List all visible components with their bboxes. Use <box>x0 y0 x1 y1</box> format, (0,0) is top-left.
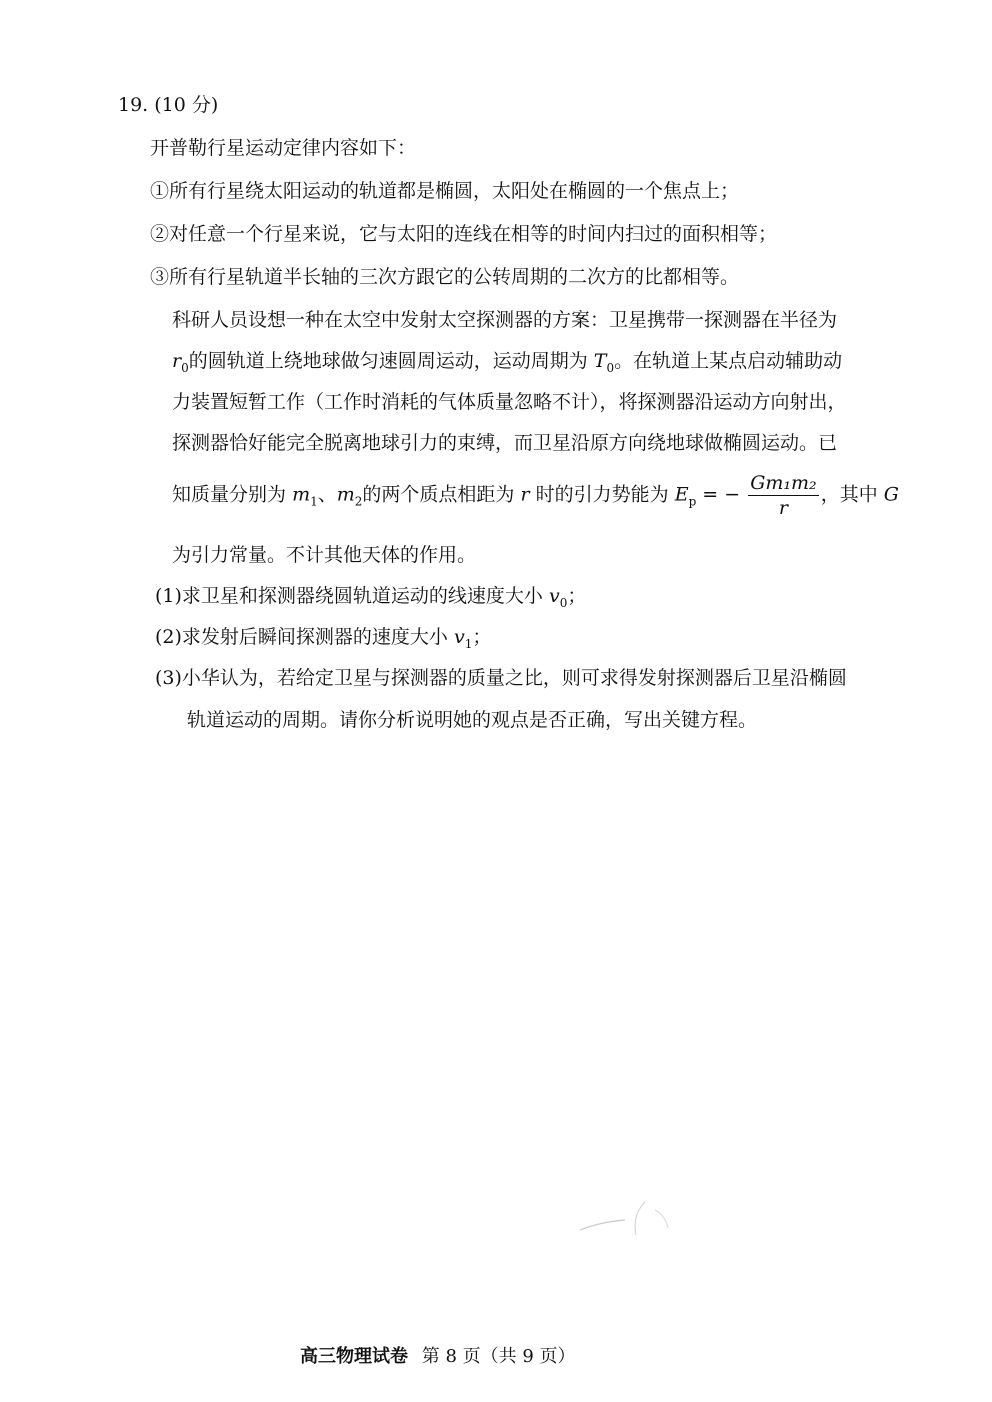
part-2 <box>155 622 491 651</box>
var-m1: m <box>292 483 311 506</box>
part-1-text: (1)求卫星和探测器绕圆轨道运动的线速度大小 <box>155 585 543 607</box>
scenario-line-2 <box>172 346 842 375</box>
var-E: E <box>674 483 689 506</box>
sub-p: p <box>688 494 697 509</box>
var-r: r <box>172 350 182 372</box>
footer-title: 高三物理试卷 <box>300 1346 408 1367</box>
text-b: 的两个质点相距为 <box>362 483 515 506</box>
equals-minus: = − <box>702 483 741 506</box>
var-r2: r <box>520 483 530 506</box>
sub-1: 1 <box>310 494 318 509</box>
sub-v0: 0 <box>559 595 568 610</box>
scenario-line-1: 科研人员设想一种在太空中发射太空探测器的方案：卫星携带一探测器在半径为 <box>172 309 838 331</box>
part-3-line-1: (3)小华认为，若给定卫星与探测器的质量之比，则可求得发射探测器后卫星沿椭圆 <box>155 667 847 689</box>
sep: 、 <box>317 483 337 506</box>
sub-0-T: 0 <box>606 360 615 375</box>
sub-0: 0 <box>181 360 189 375</box>
var-G: G <box>883 483 899 506</box>
scenario-line-3: 力装置短暂工作（工作时消耗的气体质量忽略不计），将探测器沿运动方向射出， <box>172 391 847 413</box>
scenario-line-4: 探测器恰好能完全脱离地球引力的束缚，而卫星沿原方向绕地球做椭圆运动。已 <box>172 432 838 454</box>
text-d: ，其中 <box>820 483 878 506</box>
scenario-line-5 <box>172 472 899 519</box>
var-v1: v <box>453 626 465 648</box>
var-T: T <box>593 350 607 372</box>
question-header <box>118 90 218 117</box>
part-2-text: (2)求发射后瞬间探测器的速度大小 <box>155 626 448 648</box>
law-1: ①所有行星绕太阳运动的轨道都是椭圆，太阳处在椭圆的一个焦点上； <box>150 180 740 202</box>
part-3-line-2: 轨道运动的周期。请你分析说明她的观点是否正确，写出关键方程。 <box>187 709 758 731</box>
text-c: 时的引力势能为 <box>535 483 669 506</box>
part-1-end: ； <box>567 585 587 607</box>
var-v0: v <box>548 585 560 607</box>
intro-text: 开普勒行星运动定律内容如下： <box>150 137 417 159</box>
frac-numerator: Gm₁m₂ <box>750 472 817 494</box>
var-m2: m <box>336 483 355 506</box>
scenario-text: 的圆轨道上绕地球做匀速圆周运动，运动周期为 <box>188 350 588 372</box>
text-a: 知质量分别为 <box>172 483 287 506</box>
sub-v1: 1 <box>464 636 473 651</box>
law-2: ②对任意一个行星来说，它与太阳的连线在相等的时间内扫过的面积相等； <box>150 223 778 245</box>
part-1 <box>155 581 586 610</box>
pencil-mark <box>570 1190 690 1250</box>
frac-denominator: r <box>778 497 788 519</box>
page-footer <box>300 1342 576 1368</box>
scenario-tail: 。在轨道上某点启动辅助动 <box>614 350 843 372</box>
scenario-line-6: 为引力常量。不计其他天体的作用。 <box>172 544 477 566</box>
question-number: 19. <box>118 94 149 116</box>
footer-page: 第 8 页（共 9 页） <box>421 1346 576 1367</box>
law-3: ③所有行星轨道半长轴的三次方跟它的公转周期的二次方的比都相等。 <box>150 266 740 288</box>
part-2-end: ； <box>472 626 492 648</box>
question-score: (10 分) <box>154 94 219 116</box>
sub-2: 2 <box>354 494 363 509</box>
potential-fraction <box>748 472 818 519</box>
